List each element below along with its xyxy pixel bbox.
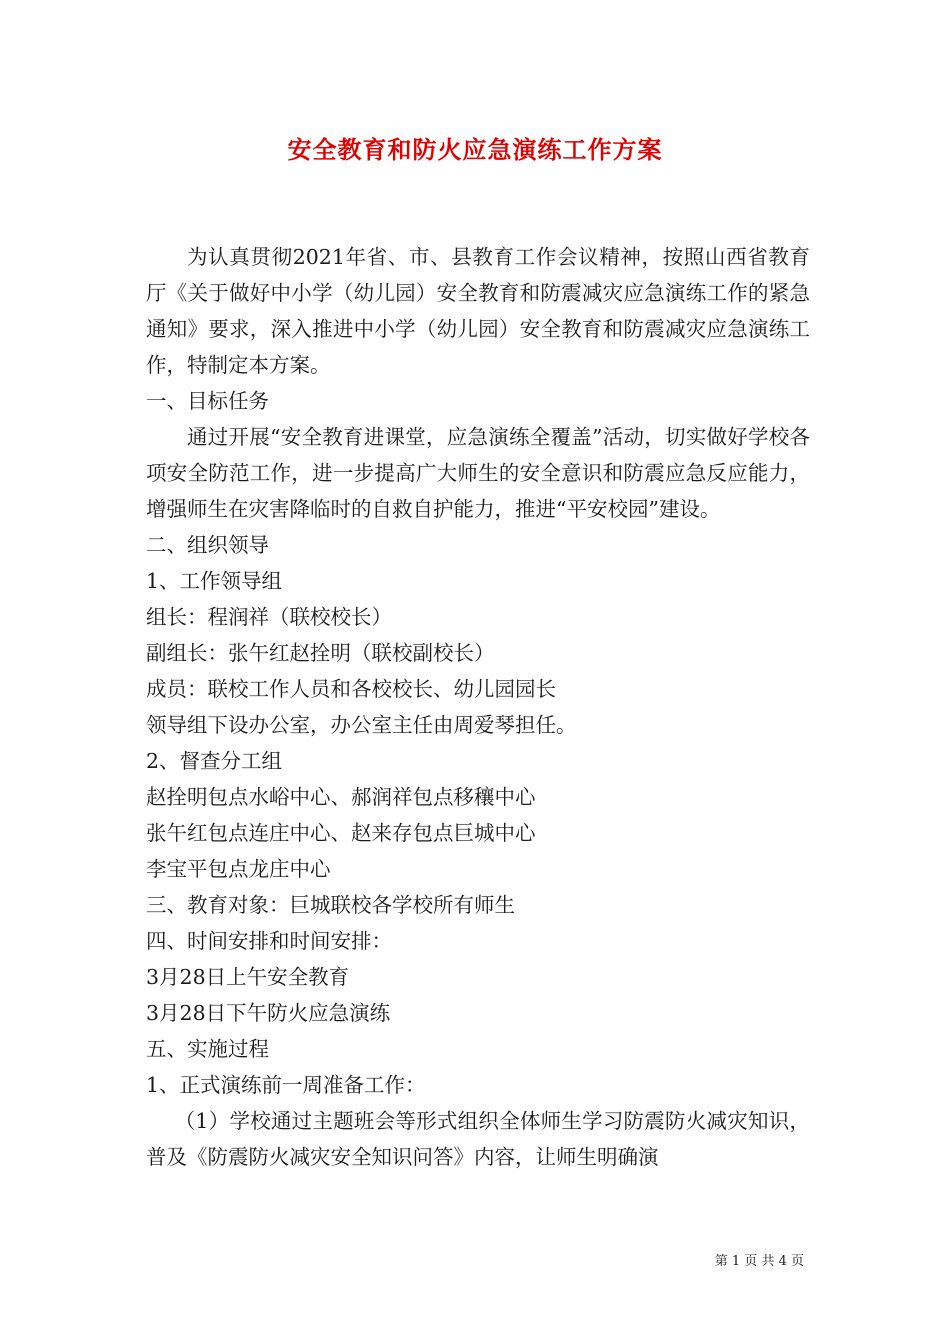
deputy-leader-line: 副组长：张午红赵拴明（联校副校长） xyxy=(146,641,495,665)
subheading-inspection-group: 2、督查分工组 xyxy=(146,749,283,773)
leader-line: 组长：程润祥（联校校长） xyxy=(146,605,392,629)
inspection-line-1: 赵拴明包点水峪中心、郝润祥包点移穰中心 xyxy=(146,785,536,809)
document-body xyxy=(146,239,810,1175)
section-heading-implementation: 五、实施过程 xyxy=(146,1037,269,1061)
inspection-line-2: 张午红包点连庄中心、赵来存包点巨城中心 xyxy=(146,821,536,845)
section-heading-schedule: 四、时间安排和时间安排： xyxy=(146,929,392,953)
schedule-afternoon: 3月28日下午防火应急演练 xyxy=(146,1001,391,1025)
schedule-morning: 3月28日上午安全教育 xyxy=(146,965,350,989)
section-heading-organization: 二、组织领导 xyxy=(146,533,269,557)
subheading-preparation: 1、正式演练前一周准备工作： xyxy=(146,1073,426,1097)
intro-paragraph: 为认真贯彻2021年省、市、县教育工作会议精神，按照山西省教育厅《关于做好中小学（幼儿园）安全教育和防震减灾应急演练工作的紧急通知》要求，深入推进中小学（幼儿园）安全教育和防震减灾应急演练工作，特制定本方案。 xyxy=(146,245,810,377)
office-line: 领导组下设办公室，办公室主任由周爱琴担任。 xyxy=(146,713,577,737)
preparation-paragraph: （1）学校通过主题班会等形式组织全体师生学习防震防火减灾知识，普及《防震防火减灾安全知识问答》内容，让师生明确演 xyxy=(146,1109,810,1169)
page-number-footer: 第 1 页 共 4 页 xyxy=(714,1254,804,1269)
subheading-leadership-group: 1、工作领导组 xyxy=(146,569,283,593)
inspection-line-3: 李宝平包点龙庄中心 xyxy=(146,857,331,881)
section-heading-goals: 一、目标任务 xyxy=(146,389,269,413)
document-title: 安全教育和防火应急演练工作方案 xyxy=(287,135,663,164)
section-heading-audience: 三、教育对象：巨城联校各学校所有师生 xyxy=(146,893,515,917)
members-line: 成员：联校工作人员和各校校长、幼儿园园长 xyxy=(146,677,556,701)
goals-paragraph: 通过开展“安全教育进课堂，应急演练全覆盖”活动，切实做好学校各项安全防范工作，进一步提高广大师生的安全意识和防震应急反应能力，增强师生在灾害降临时的自救自护能力，推进“平安校园”建设。 xyxy=(146,425,810,521)
